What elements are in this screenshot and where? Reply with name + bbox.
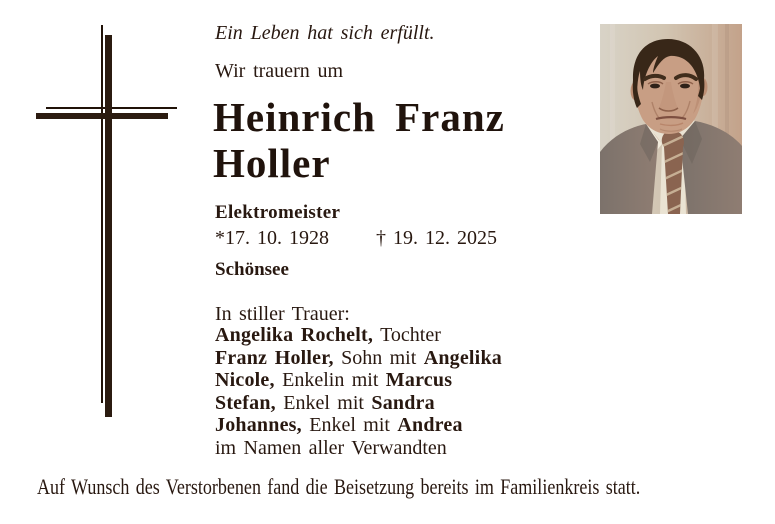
mourners-heading: In stiller Trauer:: [215, 303, 350, 325]
mourner-line: [215, 414, 502, 437]
town-name: Schönsee: [215, 259, 289, 280]
cross-thin-vertical: [101, 25, 103, 403]
deceased-name: [213, 94, 505, 186]
mourner-line: [215, 324, 502, 347]
mourner-relation: Sohn mit: [333, 346, 424, 369]
mourner-line: [215, 347, 502, 370]
cross-thick-vertical: [105, 35, 112, 417]
mourner-name: Nicole,: [215, 369, 275, 391]
mourner-relation: Enkel mit: [301, 414, 398, 436]
mourning-intro-text: Wir trauern um: [215, 60, 344, 82]
mourner-name: Johannes,: [215, 414, 302, 436]
mourner-partner: Marcus: [385, 369, 453, 391]
mourner-relation: Enkel mit: [275, 391, 372, 414]
cross-thick-horizontal: [36, 113, 168, 119]
mourner-relation: Enkelin mit: [274, 369, 386, 391]
mourner-name: Franz Holler,: [215, 346, 334, 369]
death-date: † 19. 12. 2025: [376, 227, 497, 249]
mourner-name: Stefan,: [215, 391, 276, 414]
deceased-name-line2: Holler: [213, 140, 331, 186]
mourner-name: Angelika Rochelt,: [215, 324, 374, 346]
epigraph-text: Ein Leben hat sich erfüllt.: [215, 22, 435, 44]
mourner-line: [215, 392, 502, 415]
mourner-partner: Sandra: [371, 391, 435, 414]
mourner-line: [215, 369, 502, 392]
profession-text: Elektromeister: [215, 202, 341, 223]
mourners-list: [215, 324, 502, 459]
deceased-name-line1: Heinrich Franz: [213, 94, 505, 140]
mourner-partner: Andrea: [397, 414, 463, 436]
mourners-closing: im Namen aller Verwandten: [215, 436, 447, 459]
birth-date: *17. 10. 1928: [215, 227, 329, 249]
burial-notice-text: Auf Wunsch des Verstorbenen fand die Beisetzung bereits im Familienkreis statt.: [37, 474, 641, 499]
mourner-partner: Angelika: [423, 346, 502, 369]
portrait-photo: [600, 24, 742, 214]
portrait-photo-image: [600, 24, 742, 214]
mourner-relation: Tochter: [373, 324, 441, 346]
